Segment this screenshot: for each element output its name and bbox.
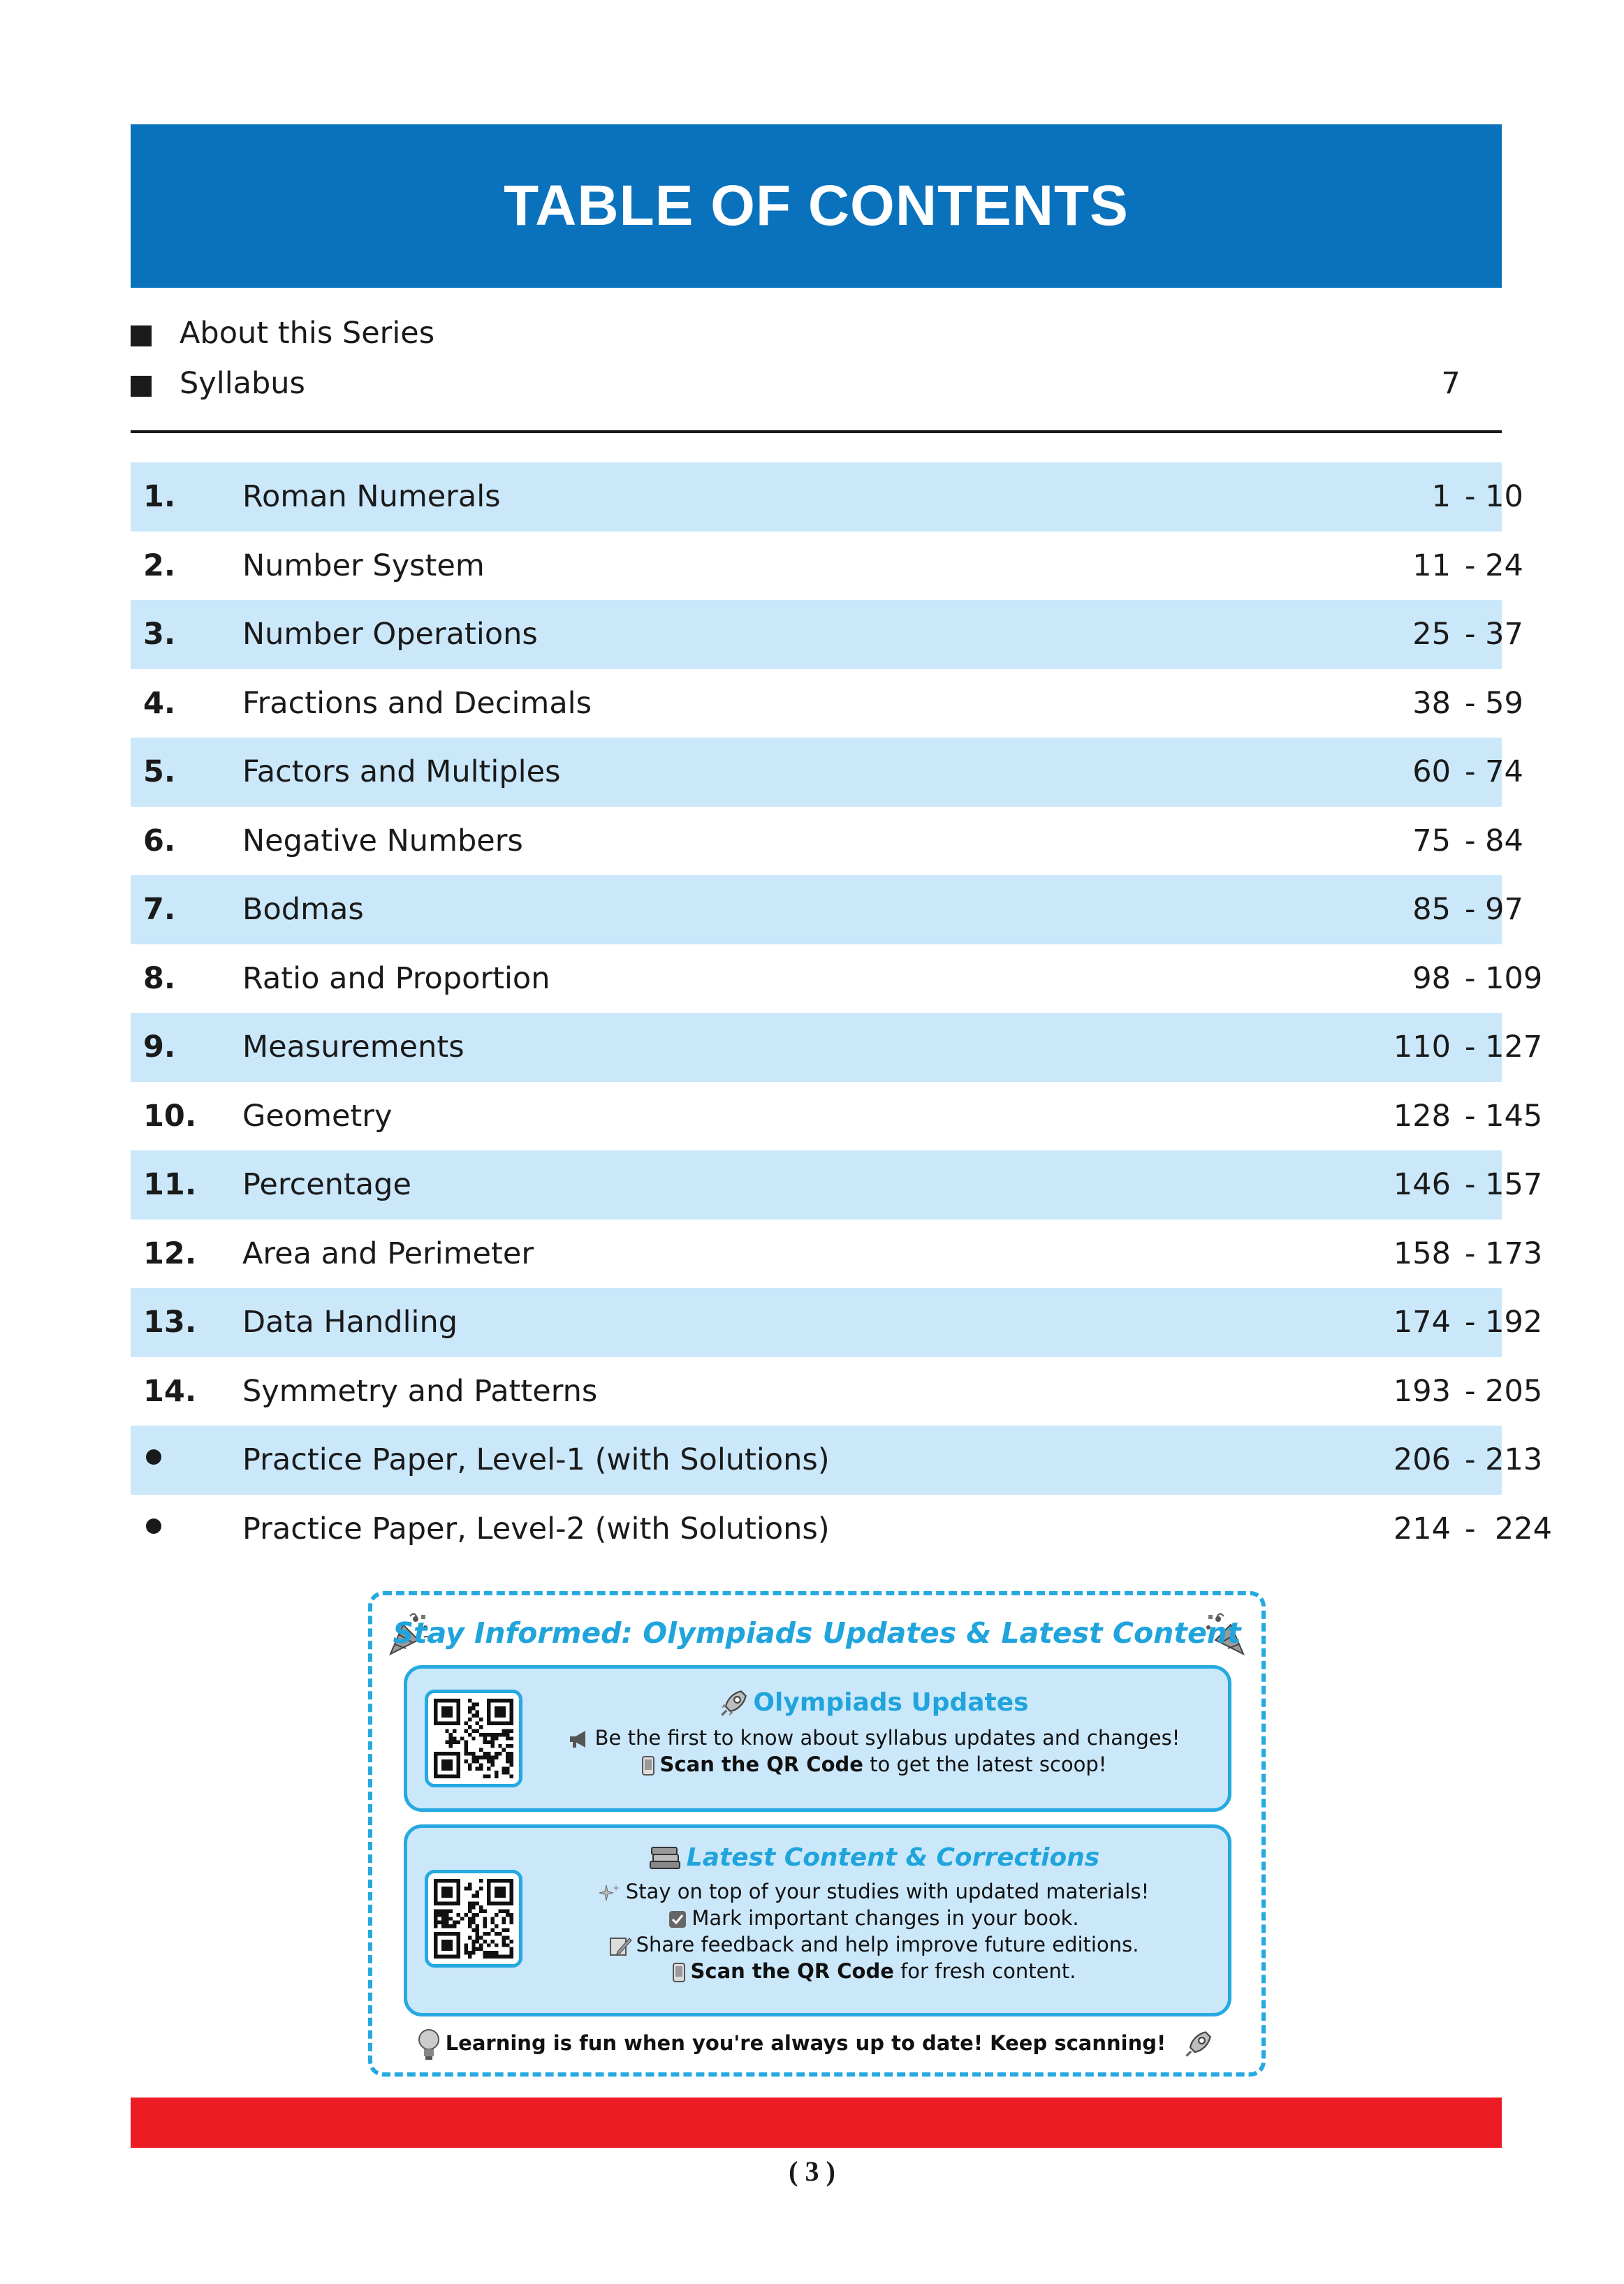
- intro-item: [131, 363, 1502, 412]
- page-end: - 173: [1465, 1236, 1543, 1271]
- footer-bar: [131, 2098, 1502, 2148]
- toc-row: [131, 669, 1523, 738]
- chapter-title: Factors and Multiples: [242, 754, 561, 789]
- content-line: Share feedback and help improve future editions.: [636, 1933, 1139, 1956]
- chapter-title: Number System: [242, 548, 485, 583]
- scan-label: Scan the QR Code: [690, 1959, 894, 1983]
- lightbulb-icon: [416, 2027, 441, 2062]
- page-number: ( 3 ): [789, 2155, 835, 2187]
- updates-line: Be the first to know about syllabus updates and changes!: [594, 1726, 1180, 1750]
- page-start: 158: [1393, 1236, 1451, 1271]
- page-start: 174: [1393, 1305, 1451, 1340]
- toc-header-banner: [131, 124, 1502, 288]
- page-end: - 205: [1465, 1373, 1543, 1409]
- chapter-title: Practice Paper, Level-2 (with Solutions): [242, 1511, 830, 1546]
- toc-row: [131, 1288, 1543, 1357]
- rocket-icon: [718, 1688, 749, 1719]
- page-end: - 74: [1465, 754, 1523, 789]
- intro-label: About this Series: [180, 316, 435, 351]
- chapter-title: Symmetry and Patterns: [242, 1373, 598, 1409]
- chapter-number: 2.: [143, 548, 176, 583]
- updates-panel: [404, 1665, 1231, 1812]
- square-bullet-icon: [131, 376, 152, 397]
- info-footer-text: Learning is fun when you're always up to date! Keep scanning!: [445, 2031, 1166, 2055]
- page-title: TABLE OF CONTENTS: [504, 174, 1129, 237]
- toc-row: [131, 1220, 1543, 1289]
- page-start: 60: [1412, 754, 1451, 789]
- chapter-number: 4.: [143, 685, 176, 721]
- chapter-title: Practice Paper, Level-1 (with Solutions): [242, 1442, 830, 1477]
- chapter-title: Bodmas: [242, 892, 364, 927]
- toc-row: [131, 1150, 1543, 1220]
- round-bullet-icon: [146, 1449, 161, 1465]
- phone-icon: [671, 1962, 687, 1983]
- chapter-number: 11.: [143, 1167, 197, 1202]
- page-end: - 109: [1465, 960, 1543, 996]
- chapter-title: Geometry: [242, 1098, 393, 1134]
- chapter-number: 1.: [143, 479, 176, 514]
- chapter-number: 3.: [143, 617, 176, 652]
- qr-code[interactable]: [425, 1690, 522, 1787]
- intro-page: 7: [1441, 366, 1461, 401]
- chapter-title: Data Handling: [242, 1305, 458, 1340]
- chapter-title: Area and Perimeter: [242, 1236, 534, 1271]
- chapter-number: 10.: [143, 1098, 197, 1134]
- page-start: 25: [1412, 617, 1451, 652]
- page-start: 98: [1412, 960, 1451, 996]
- toc-row: [131, 462, 1523, 532]
- toc-row: [131, 1082, 1543, 1151]
- page-start: 85: [1412, 892, 1451, 927]
- divider: [131, 430, 1502, 433]
- updates-title: Olympiads Updates: [753, 1688, 1029, 1717]
- page-end: - 37: [1465, 617, 1523, 652]
- page-end: - 24: [1465, 548, 1523, 583]
- chapter-title: Measurements: [242, 1030, 464, 1064]
- page-start: 110: [1393, 1030, 1451, 1064]
- page-end: - 213: [1465, 1442, 1543, 1477]
- toc-row: [131, 807, 1523, 876]
- info-box: [368, 1591, 1266, 2077]
- round-bullet-icon: [146, 1518, 161, 1534]
- checkbox-icon: [668, 1909, 687, 1930]
- page-end: - 145: [1465, 1098, 1543, 1134]
- sparkles-icon: [598, 1882, 622, 1903]
- scan-rest: to get the latest scoop!: [863, 1752, 1107, 1776]
- content-title: Latest Content & Corrections: [686, 1843, 1100, 1872]
- toc-row: [131, 1013, 1543, 1082]
- page-end: - 157: [1465, 1167, 1543, 1202]
- info-footer-note: [372, 2027, 1261, 2062]
- chapter-number: 8.: [143, 960, 176, 996]
- page-start: 146: [1393, 1167, 1451, 1202]
- chapter-title: Ratio and Proportion: [242, 960, 550, 996]
- square-bullet-icon: [131, 325, 152, 346]
- toc-row: [131, 1426, 1543, 1495]
- toc-row: [131, 875, 1523, 944]
- page-end: - 192: [1465, 1305, 1543, 1340]
- intro-label: Syllabus: [180, 366, 305, 401]
- toc-row: [131, 600, 1523, 669]
- intro-item: [131, 313, 1502, 362]
- books-icon: [648, 1845, 682, 1873]
- toc-list: [131, 462, 1552, 1563]
- rocket-icon: [1183, 2029, 1213, 2060]
- chapter-title: Roman Numerals: [242, 479, 501, 514]
- page-start: 128: [1393, 1098, 1451, 1134]
- chapter-title: Fractions and Decimals: [242, 685, 592, 721]
- memo-icon: [608, 1935, 632, 1956]
- toc-row: [131, 738, 1523, 807]
- scan-rest: for fresh content.: [893, 1959, 1076, 1983]
- page-start: 206: [1393, 1442, 1451, 1477]
- chapter-number: 6.: [143, 823, 176, 858]
- phone-icon: [641, 1755, 656, 1776]
- page-end: - 97: [1465, 892, 1523, 927]
- chapter-title: Negative Numbers: [242, 823, 523, 858]
- page-start: 193: [1393, 1373, 1451, 1409]
- chapter-number: 12.: [143, 1236, 197, 1271]
- page-start: 11: [1412, 548, 1451, 583]
- chapter-title: Percentage: [242, 1167, 411, 1202]
- page-end: - 224: [1465, 1511, 1552, 1546]
- toc-row: [131, 532, 1523, 601]
- qr-code[interactable]: [425, 1870, 522, 1968]
- chapter-number: 5.: [143, 754, 176, 789]
- page-start: 214: [1393, 1511, 1451, 1546]
- page-start: 75: [1412, 823, 1451, 858]
- page-end: - 84: [1465, 823, 1523, 858]
- toc-row: [131, 1495, 1552, 1564]
- scan-label: Scan the QR Code: [659, 1752, 863, 1776]
- toc-row: [131, 1357, 1543, 1426]
- chapter-number: 14.: [143, 1373, 197, 1409]
- toc-row: [131, 944, 1543, 1013]
- content-line: Stay on top of your studies with updated materials!: [625, 1880, 1150, 1903]
- chapter-number: 9.: [143, 1030, 176, 1064]
- info-heading: Stay Informed: Olympiads Updates & Latest Content: [393, 1616, 1241, 1650]
- page-end: - 59: [1465, 685, 1523, 721]
- content-panel: [404, 1824, 1231, 2016]
- content-line: Mark important changes in your book.: [692, 1906, 1079, 1930]
- chapter-title: Number Operations: [242, 617, 538, 652]
- page-end: - 127: [1465, 1030, 1543, 1064]
- page-start: 1: [1431, 479, 1451, 514]
- megaphone-icon: [567, 1729, 591, 1750]
- page-end: - 10: [1465, 479, 1523, 514]
- page-start: 38: [1412, 685, 1451, 721]
- chapter-number: 13.: [143, 1305, 197, 1340]
- chapter-number: 7.: [143, 892, 176, 927]
